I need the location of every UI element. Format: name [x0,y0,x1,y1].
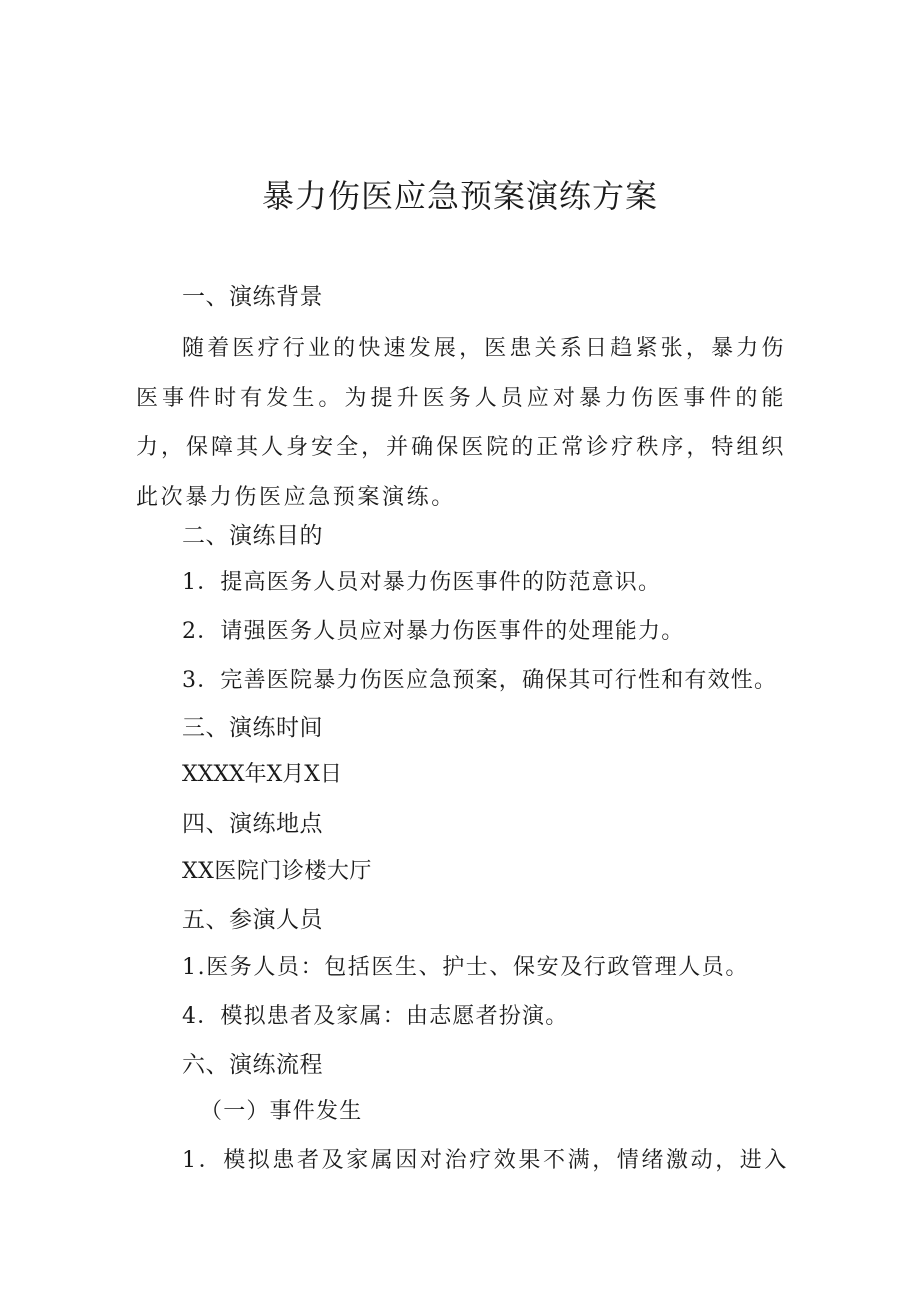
background-paragraph: 随着医疗行业的快速发展，医患关系日趋紧张，暴力伤医事件时有发生。为提升医务人员应对暴力伤医事件的能力，保障其人身安全，并确保医院的正常诊疗秩序，特组织此次暴力伤医应急预案演练。 [136,336,786,510]
process-item-1: 1．模拟患者及家属因对治疗效果不满，情绪激动，进入 [182,1148,789,1173]
section-heading-process: 六、演练流程 [182,1052,323,1078]
participant-item-2: 4．模拟患者及家属：由志愿者扮演。 [182,1004,569,1029]
document-title: 暴力伤医应急预案演练方案 [261,177,658,215]
process-subheading: （一）事件发生 [200,1099,363,1124]
participant-item-1: 1.医务人员：包括医生、护士、保安及行政管理人员。 [182,955,749,980]
objective-item-2: 2．请强医务人员应对暴力伤医事件的处理能力。 [182,619,685,644]
section-heading-participants: 五、参演人员 [182,907,323,933]
section-heading-location: 四、演练地点 [182,811,323,837]
drill-location-value: XX医院门诊楼大厅 [182,859,372,884]
objective-item-1: 1．提高医务人员对暴力伤医事件的防范意识。 [182,570,662,595]
drill-time-value: XXXX年X月X日 [182,762,342,787]
section-heading-objectives: 二、演练目的 [182,523,323,549]
section-heading-background: 一、演练背景 [182,284,323,310]
objective-item-3: 3．完善医院暴力伤医应急预案，确保其可行性和有效性。 [182,668,778,693]
section-heading-time: 三、演练时间 [182,715,323,741]
